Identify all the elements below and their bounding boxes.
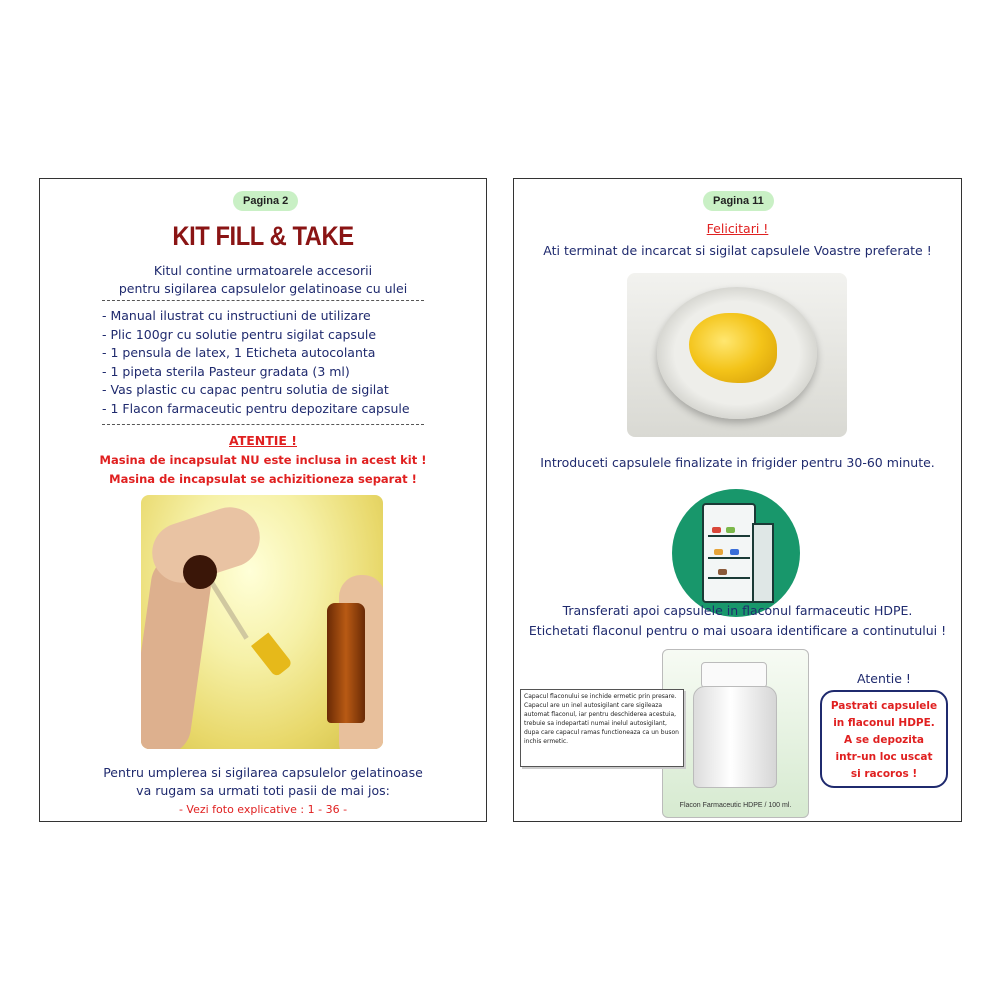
attention-line-2: in flaconul HDPE. xyxy=(833,717,935,729)
divider-top xyxy=(102,300,424,301)
list-item: - 1 pensula de latex, 1 Eticheta autocolanta xyxy=(102,345,376,361)
divider-bottom xyxy=(102,424,424,425)
attention-line-1: Pastrati capsulele xyxy=(830,700,938,712)
accessories-list xyxy=(102,307,410,419)
pipette-photo xyxy=(141,495,383,749)
warning-line-2: Masina de incapsulat se achizitioneza separat ! xyxy=(109,472,417,486)
fridge-line: Introduceti capsulele finalizate in frigider pentru 30-60 minute. xyxy=(540,455,935,470)
footer-note: - Vezi foto explicative : 1 - 36 - xyxy=(178,803,348,816)
transfer-line-2: Etichetati flaconul pentru o mai usoara identificare a continutului ! xyxy=(528,623,947,638)
congrats-title: Felicitari ! xyxy=(706,221,769,236)
kit-title: KIT FILL & TAKE xyxy=(172,221,354,251)
warning-title: ATENTIE ! xyxy=(229,433,297,448)
attention-title: Atentie ! xyxy=(857,671,911,686)
list-item: - 1 pipeta sterila Pasteur gradata (3 ml) xyxy=(102,363,350,379)
footer-line-2: va rugam sa urmati toti pasii de mai jos: xyxy=(136,783,390,798)
page-2 xyxy=(39,178,487,822)
jar-label: Flacon Farmaceutic HDPE / 100 ml. xyxy=(679,802,792,809)
attention-line-4: intr-un loc uscat xyxy=(835,751,933,763)
hdpe-jar-photo xyxy=(662,649,809,818)
list-item: - Plic 100gr cu solutie pentru sigilat capsule xyxy=(102,326,377,342)
attention-line-3: A se depozita xyxy=(844,734,924,746)
cap-info-note: Capacul flaconului se inchide ermetic prin presare. Capacul are un inel autosigilant care sigileaza automat flaconul, iar pentru deschiderea acestuia, trebuie sa indepartati numai inelul autosigilant, dupa care capacul ramas functioneaza ca un buson inchis ermetic. xyxy=(520,689,684,767)
footer-line-1: Pentru umplerea si sigilarea capsulelor gelatinoase xyxy=(103,765,423,780)
done-line: Ati terminat de incarcat si sigilat capsulele Voastre preferate ! xyxy=(543,243,932,258)
capsules-bowl-photo xyxy=(627,273,847,437)
page-11 xyxy=(513,178,962,822)
page-number-badge: Pagina 11 xyxy=(703,191,774,211)
list-item: - Manual ilustrat cu instructiuni de utilizare xyxy=(102,308,371,323)
fridge-icon xyxy=(672,489,800,617)
warning-line-1: Masina de incapsulat NU este inclusa in acest kit ! xyxy=(99,453,427,467)
attention-line-5: si racoros ! xyxy=(850,768,918,780)
list-item: - 1 Flacon farmaceutic pentru depozitare capsule xyxy=(102,400,410,416)
list-item: - Vas plastic cu capac pentru solutia de sigilat xyxy=(102,382,389,398)
transfer-line-1: Transferati apoi capsulele in flaconul farmaceutic HDPE. xyxy=(562,603,913,618)
intro-line-1: Kitul contine urmatoarele accesorii xyxy=(153,263,373,278)
page-number-badge: Pagina 2 xyxy=(233,191,298,211)
intro-line-2: pentru sigilarea capsulelor gelatinoase cu ulei xyxy=(118,281,408,296)
